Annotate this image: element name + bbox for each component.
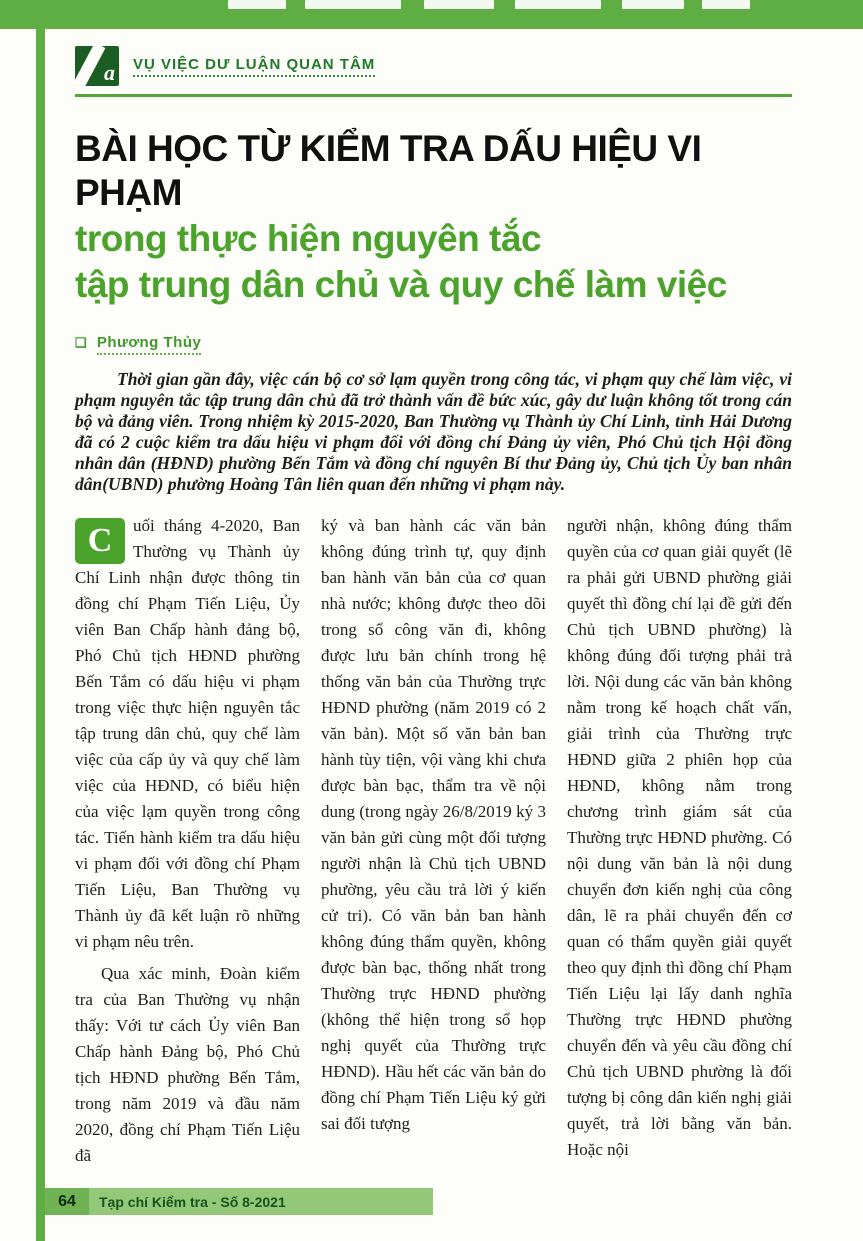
journal-name: Tạp chí Kiểm tra - Số 8-2021 bbox=[99, 1193, 286, 1210]
section-header bbox=[75, 46, 792, 97]
magazine-logo-icon bbox=[75, 46, 119, 86]
lead-paragraph: Thời gian gần đây, việc cán bộ cơ sở lạm quyền trong công tác, vi phạm quy chế làm việc, vi phạm nguyên tắc tập trung dân chủ đã trở thành vấn đề bức xúc, gây dư luận không tốt trong cán bộ và đảng viên. Trong nhiệm kỳ 2015-2020, Ban Thường vụ Thành ủy Chí Linh, tỉnh Hải Dương đã có 2 cuộc kiểm tra dấu hiệu vi phạm đối với đồng chí Đảng ủy viên, Phó Chủ tịch Hội đồng nhân dân (HĐND) phường Bến Tắm và đồng chí nguyên Bí thư Đảng ủy, Chủ tịch Ủy ban nhân dân(UBND) phường Hoàng Tân liên quan đến những vi phạm này. bbox=[75, 369, 792, 495]
author-line bbox=[75, 334, 792, 351]
body-column-1 bbox=[75, 513, 300, 1175]
page-footer bbox=[45, 1188, 433, 1215]
logo-letter-shape: a bbox=[104, 60, 115, 85]
article-title bbox=[75, 127, 792, 308]
article-title-line3: tập trung dân chủ và quy chế làm việc bbox=[75, 264, 727, 306]
cropped-print-artifact bbox=[515, 0, 601, 9]
cropped-print-artifact bbox=[622, 0, 684, 9]
body-paragraph: ký và ban hành các văn bản không đúng trình tự, quy định ban hành văn bản của cơ quan nhà nước; không được theo dõi trong sổ công văn đi, không được lưu bản chính trong hệ thống văn bản của Thường trực HĐND phường (năm 2019 có 2 văn bản). Một số văn bản ban hành tùy tiện, vội vàng khi chưa được bàn bạc, thẩm tra về nội dung (trong ngày 26/8/2019 ký 3 văn bản gửi cùng một đối tượng người nhận là Chủ tịch UBND phường, yêu cầu trả lời ý kiến cử tri). Có văn bản ban hành không đúng thẩm quyền, không được bàn bạc, thống nhất trong Thường trực HĐND phường (không thể hiện trong sổ họp nghị quyết của Thường trực HĐND). Hầu hết các văn bản do đồng chí Phạm Tiến Liệu ký gửi sai đối tượng bbox=[321, 515, 546, 1133]
author-bullet-icon: ❑ bbox=[75, 335, 87, 351]
left-green-stripe bbox=[36, 29, 45, 1241]
page-content bbox=[75, 46, 792, 1175]
cropped-print-artifact bbox=[228, 0, 286, 9]
body-paragraph-text: uối tháng 4-2020, Ban Thường vụ Thành ủy Chí Linh nhận được thông tin đồng chí Phạm Tiến Liệu, Ủy viên Ban Chấp hành đảng bộ, Phó Chủ tịch HĐND phường Bến Tắm có dấu hiệu vi phạm trong việc thực hiện nguyên tắc tập trung dân chủ, quy chế làm việc của cấp ủy và quy chế làm việc của HĐND, có biểu hiện của việc lạm quyền trong công tác. Tiến hành kiểm tra dấu hiệu vi phạm đối với đồng chí Phạm Tiến Liệu, Ban Thường vụ Thành ủy đã kết luận rõ những vi phạm nêu trên. bbox=[75, 515, 300, 951]
page-number: 64 bbox=[45, 1188, 89, 1215]
body-paragraph: người nhận, không đúng thẩm quyền của cơ quan giải quyết (lẽ ra phải gửi UBND phường giải quyết thì đồng chí lại đề gửi đến Chủ tịch UBND phường) là không đúng đối tượng phải trả lời. Nội dung các văn bản không nằm trong kế hoạch chất vấn, giải trình của Thường trực HĐND giữa 2 phiên họp của HĐND, không nằm trong chương trình giám sát của Thường trực HĐND phường. Có nội dung văn bản là nội dung chuyển đơn kiến nghị của công dân, lẽ ra phải chuyển đến cơ quan có thẩm quyền giải quyết theo quy định thì đồng chí Phạm Tiến Liệu lại lấy danh nghĩa Thường trực HĐND phường chuyển đến và yêu cầu đồng chí Chủ tịch UBND phường là đối tượng bị công dân kiến nghị giải quyết, trả lời bằng văn bản. Hoặc nội bbox=[567, 515, 792, 1159]
top-green-strip bbox=[0, 0, 863, 29]
author-name: Phương Thủy bbox=[97, 334, 202, 355]
body-column-3 bbox=[567, 513, 792, 1175]
article-title-line2: trong thực hiện nguyên tắc bbox=[75, 217, 542, 259]
dropcap-letter: C bbox=[75, 518, 125, 564]
cropped-print-artifact bbox=[424, 0, 494, 9]
article-title-line1: BÀI HỌC TỪ KIỂM TRA DẤU HIỆU VI PHẠM bbox=[75, 128, 702, 214]
body-paragraph: Qua xác minh, Đoàn kiểm tra của Ban Thường vụ nhận thấy: Với tư cách Ủy viên Ban Chấp hành Đảng bộ, Phó Chủ tịch HĐND phường Bến Tắm, trong năm 2019 và đầu năm 2020, đồng chí Phạm Tiến Liệu đã bbox=[75, 963, 300, 1165]
body-paragraph bbox=[75, 513, 300, 955]
cropped-print-artifact bbox=[702, 0, 750, 9]
cropped-print-artifact bbox=[305, 0, 401, 9]
body-column-2 bbox=[321, 513, 546, 1175]
section-label: VỤ VIỆC DƯ LUẬN QUAN TÂM bbox=[133, 56, 375, 77]
logo-slash-shape bbox=[75, 46, 105, 86]
body-columns bbox=[75, 513, 792, 1175]
